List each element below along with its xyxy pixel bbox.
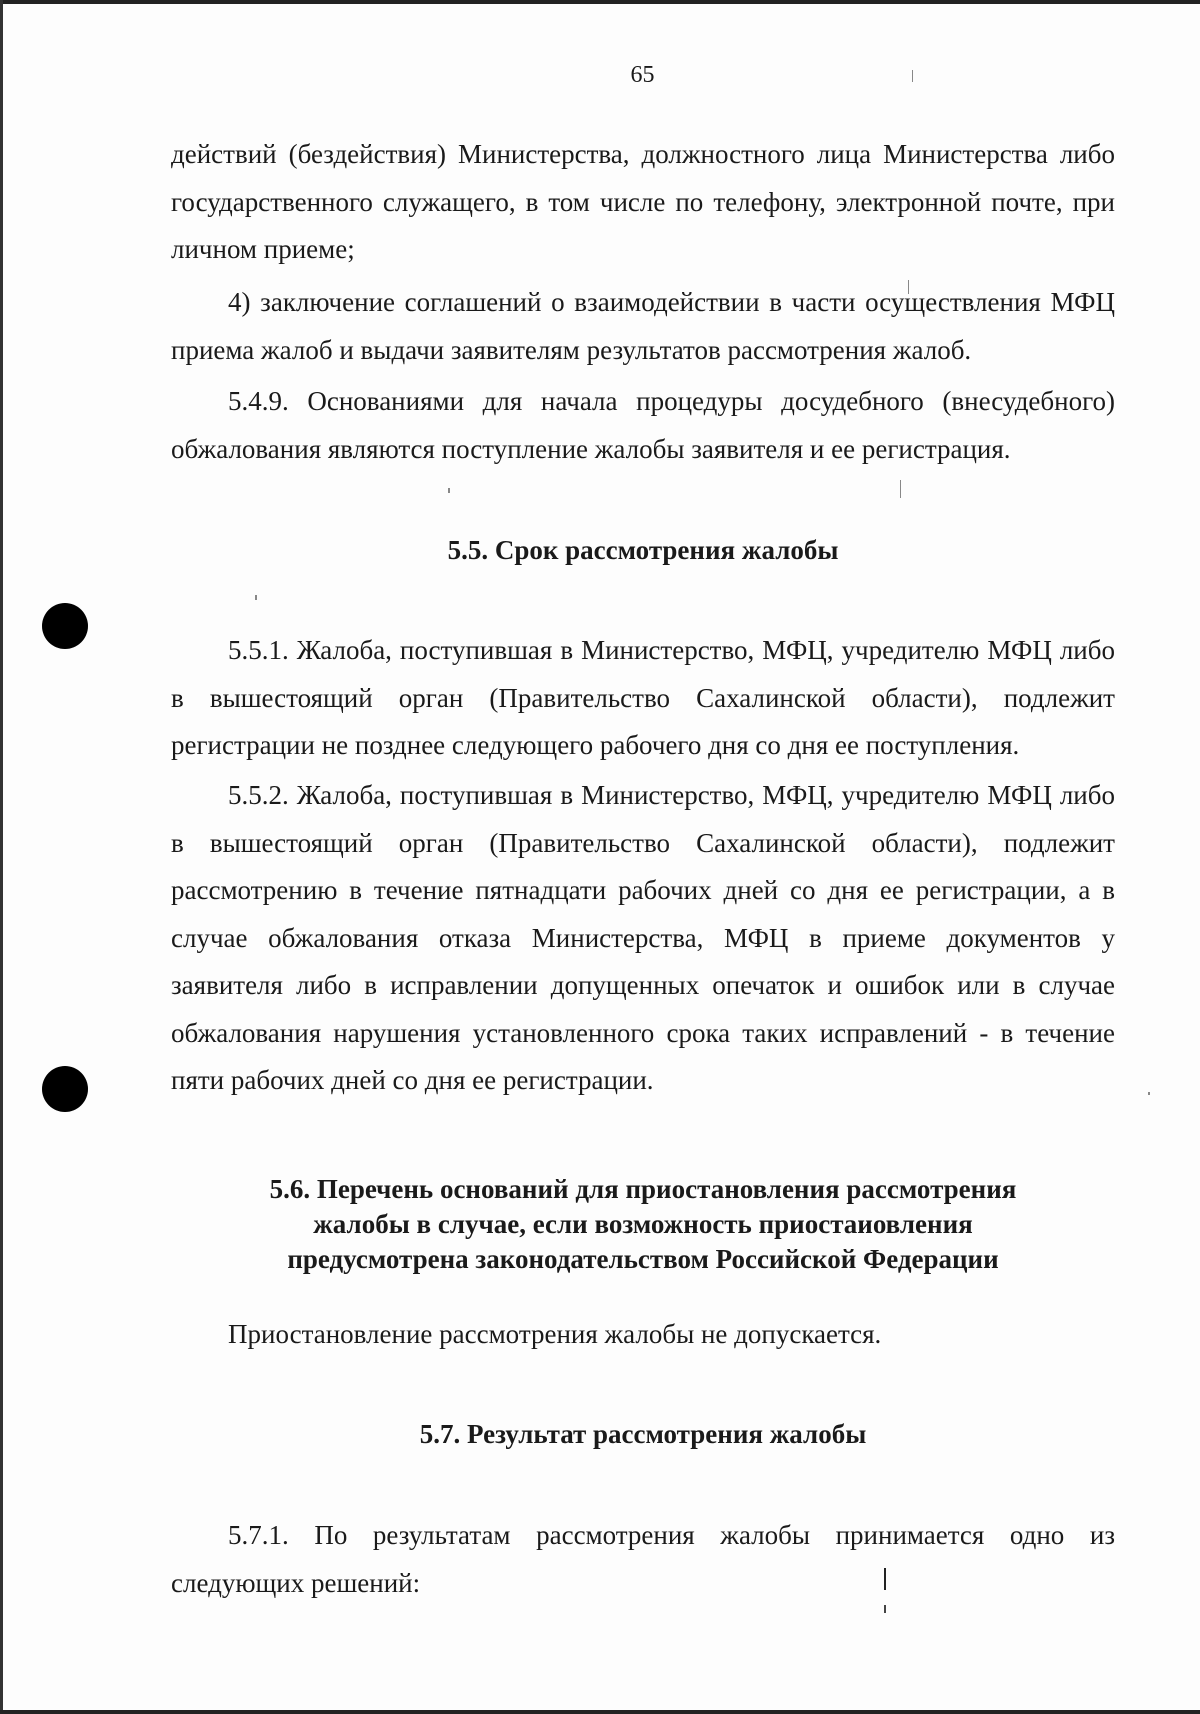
paragraph-suspension: Приостановление рассмотрения жалобы не допускается. (228, 1319, 882, 1349)
paragraph-5-7-1: 5.7.1. По результатам рассмотрения жалобы принимается одно из следующих решений: (171, 1520, 1115, 1598)
heading-5-6 (171, 1172, 1115, 1277)
heading-5-6-line-2: жалобы в случае, если возможность приостаиовления (313, 1209, 973, 1239)
paragraph-item-4: 4) заключение соглашений о взаимодействии в части осуществления МФЦ приема жалоб и выдачи заявителям результатов рассмотрения жалоб. (171, 287, 1115, 365)
scan-speck (255, 595, 257, 600)
paragraph-5-5-2: 5.5.2. Жалоба, поступившая в Министерство, МФЦ, учредителю МФЦ либо в вышестоящий орган (Правительство Сахалинской области), подлежит рассмотрению в течение пятнадцати рабочих дней со дня ее регистрации, а в случае обжалования отказа Министерства, МФЦ в приеме документов у заявителя либо в исправлении допущенных опечаток и ошибок или в случае обжалования нарушения установленного срока таких исправлений - в течение пяти рабочих дней со дня ее регистрации. (171, 780, 1115, 1095)
paragraph-5-4-9: 5.4.9. Основаниями для начала процедуры досудебного (внесудебного) обжалования являются поступление жалобы заявителя и ее регистрация. (171, 386, 1115, 464)
scan-speck (900, 480, 901, 498)
scan-speck (1148, 1092, 1150, 1095)
paragraph-5-5-1: 5.5.1. Жалоба, поступившая в Министерство, МФЦ, учредителю МФЦ либо в вышестоящий орган (Правительство Сахалинской области), подлежит регистрации не позднее следующего рабочего дня со дня ее поступления. (171, 635, 1115, 760)
punch-hole-lower (42, 1066, 88, 1112)
scan-speck (448, 488, 450, 493)
heading-5-7: 5.7. Результат рассмотрения жалобы (419, 1419, 867, 1449)
scan-edge-top (0, 0, 1200, 4)
punch-hole-upper (42, 603, 88, 649)
scan-edge-bottom (0, 1710, 1200, 1714)
heading-5-5: 5.5. Срок рассмотрения жалобы (447, 535, 839, 565)
page-number: 65 (630, 62, 655, 88)
heading-5-6-line-1: 5.6. Перечень оснований для приостановления рассмотрения (269, 1174, 1017, 1204)
heading-5-6-line-3: предусмотрена законодательством Российской Федерации (287, 1244, 999, 1274)
scan-edge-left (0, 0, 3, 1714)
paragraph-continuation: действий (бездействия) Министерства, должностного лица Министерства либо государственного служащего, в том числе по телефону, электронной почте, при личном приеме; (171, 139, 1115, 264)
